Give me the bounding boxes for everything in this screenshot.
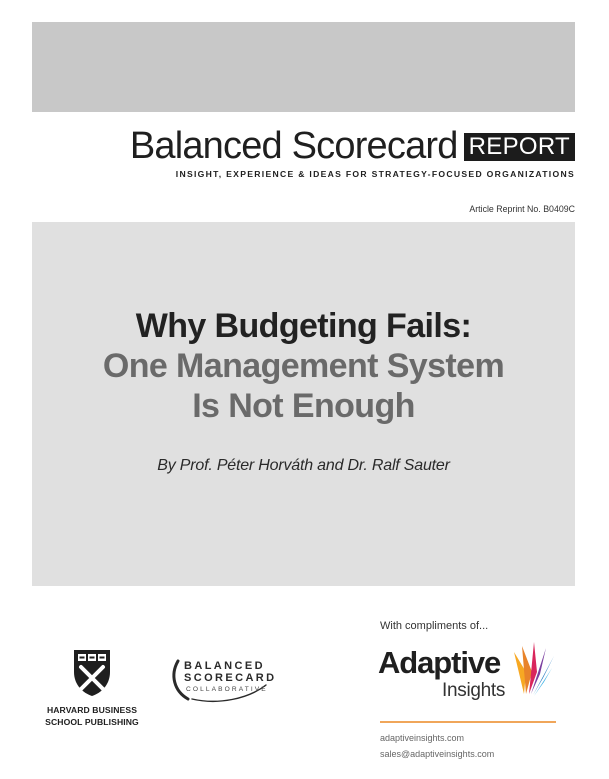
brand-insights: Insights <box>442 680 506 701</box>
reprint-number: Article Reprint No. B0409C <box>469 204 575 214</box>
brand-adaptive: Adaptive <box>378 645 501 680</box>
title-line-3: Is Not Enough <box>192 387 415 425</box>
sponsor-divider <box>380 721 556 723</box>
article-title <box>32 306 575 426</box>
author-byline: By Prof. Péter Horváth and Dr. Ralf Sauter <box>157 457 450 474</box>
report-badge: REPORT <box>464 133 575 161</box>
bsc-line-3: COLLABORATIVE <box>186 686 268 693</box>
top-banner <box>32 22 575 112</box>
publication-title: Balanced Scorecard <box>129 125 458 167</box>
publication-tagline: INSIGHT, EXPERIENCE & IDEAS FOR STRATEGY-FOCUSED ORGANIZATIONS <box>175 169 575 179</box>
bsc-line-2: SCORECARD <box>184 672 277 684</box>
bsc-collaborative-logo <box>168 655 277 707</box>
masthead <box>130 126 575 179</box>
hbs-shield-icon <box>72 648 112 698</box>
hbs-line-1: HARVARD BUSINESS <box>46 705 138 715</box>
adaptive-insights-logo <box>378 646 560 706</box>
sponsor-website-link[interactable]: adaptiveinsights.com <box>380 733 465 743</box>
bsc-line-1: BALANCED <box>184 660 265 672</box>
compliments-text: With compliments of... <box>380 620 489 632</box>
sponsor-email-link[interactable]: sales@adaptiveinsights.com <box>380 749 495 759</box>
hbs-publishing-logo <box>44 648 140 728</box>
title-line-2: One Management System <box>102 347 505 385</box>
masthead-row <box>130 126 575 166</box>
title-line-1: Why Budgeting Fails: <box>135 307 472 345</box>
title-panel <box>32 222 575 586</box>
hbs-line-2: SCHOOL PUBLISHING <box>45 717 139 727</box>
hbs-name <box>44 704 140 728</box>
feather-icon <box>512 642 556 698</box>
